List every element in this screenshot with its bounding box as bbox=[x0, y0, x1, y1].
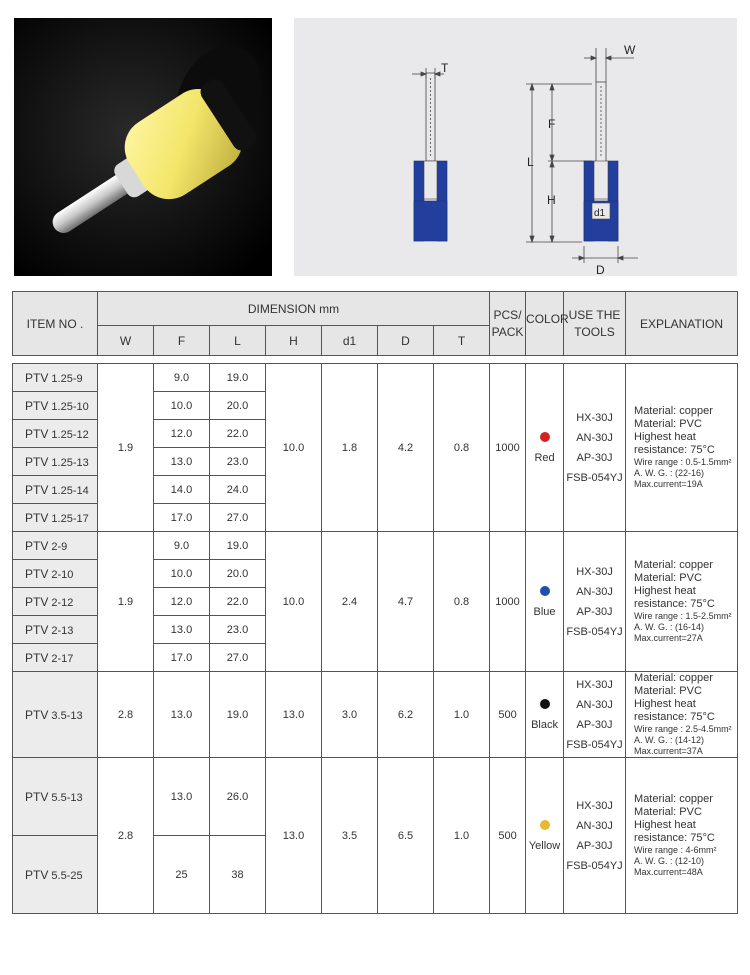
f-cell: 17.0 bbox=[154, 644, 210, 672]
label-w: W bbox=[624, 43, 636, 57]
header-f: F bbox=[154, 326, 210, 356]
d1-cell: 2.4 bbox=[322, 532, 378, 672]
w-cell: 1.9 bbox=[98, 364, 154, 532]
l-cell: 22.0 bbox=[210, 588, 266, 616]
color-dot-icon bbox=[540, 432, 550, 442]
explanation-cell: Material: copper Material: PVC Highest heat resistance: 75°C Wire range : 1.5-2.5mm² A. W. G. : (16-14) Max.current=27A bbox=[626, 532, 738, 672]
f-cell: 13.0 bbox=[154, 448, 210, 476]
tool-name: AP-30J bbox=[576, 839, 613, 852]
pcs-cell: 1000 bbox=[490, 532, 526, 672]
tool-name: FSB-054YJ bbox=[566, 471, 623, 484]
label-d: D bbox=[596, 263, 605, 276]
h-cell: 10.0 bbox=[266, 532, 322, 672]
tool-name: HX-30J bbox=[576, 411, 613, 424]
spec-table bbox=[12, 291, 738, 914]
tool-name: AN-30J bbox=[576, 698, 613, 711]
product-photo bbox=[14, 18, 272, 276]
explanation-cell: Material: copper Material: PVC Highest heat resistance: 75°C Wire range : 4-6mm² A. W. G. : (12-10) Max.current=48A bbox=[626, 758, 738, 914]
header-l: L bbox=[210, 326, 266, 356]
item-no-cell: PTV 2-13 bbox=[13, 616, 98, 644]
t-cell: 0.8 bbox=[434, 532, 490, 672]
header-use-tools: USE THE TOOLS bbox=[564, 292, 626, 356]
explanation-cell: Material: copper Material: PVC Highest heat resistance: 75°C Wire range : 0.5-1.5mm² A. W. G. : (22-16) Max.current=19A bbox=[626, 364, 738, 532]
l-cell: 27.0 bbox=[210, 504, 266, 532]
f-cell: 9.0 bbox=[154, 364, 210, 392]
tool-name: AN-30J bbox=[576, 431, 613, 444]
f-cell: 13.0 bbox=[154, 672, 210, 758]
tool-name: FSB-054YJ bbox=[566, 625, 623, 638]
l-cell: 24.0 bbox=[210, 476, 266, 504]
d-cell: 6.5 bbox=[378, 758, 434, 914]
header-pcs-pack: PCS/ PACK bbox=[490, 292, 526, 356]
l-cell: 19.0 bbox=[210, 364, 266, 392]
l-cell: 19.0 bbox=[210, 672, 266, 758]
w-cell: 2.8 bbox=[98, 672, 154, 758]
f-cell: 12.0 bbox=[154, 420, 210, 448]
item-no-cell: PTV 1.25-12 bbox=[13, 420, 98, 448]
header-item-no: ITEM NO . bbox=[13, 292, 98, 356]
tool-name: HX-30J bbox=[576, 678, 613, 691]
h-cell: 13.0 bbox=[266, 672, 322, 758]
f-cell: 10.0 bbox=[154, 560, 210, 588]
color-dot-icon bbox=[540, 699, 550, 709]
f-cell: 12.0 bbox=[154, 588, 210, 616]
tools-cell bbox=[564, 758, 626, 914]
tool-name: HX-30J bbox=[576, 799, 613, 812]
l-cell: 20.0 bbox=[210, 560, 266, 588]
label-f: F bbox=[548, 117, 556, 131]
d-cell: 4.2 bbox=[378, 364, 434, 532]
tool-name: FSB-054YJ bbox=[566, 859, 623, 872]
label-d1: d1 bbox=[594, 208, 606, 219]
d1-cell: 3.0 bbox=[322, 672, 378, 758]
d-cell: 4.7 bbox=[378, 532, 434, 672]
l-cell: 19.0 bbox=[210, 532, 266, 560]
tool-name: AP-30J bbox=[576, 451, 613, 464]
item-no-cell: PTV 1.25-13 bbox=[13, 448, 98, 476]
f-cell: 13.0 bbox=[154, 616, 210, 644]
header-d: D bbox=[378, 326, 434, 356]
l-cell: 23.0 bbox=[210, 448, 266, 476]
item-no-cell: PTV 3.5-13 bbox=[13, 672, 98, 758]
l-cell: 23.0 bbox=[210, 616, 266, 644]
color-cell: Yellow bbox=[526, 758, 564, 914]
color-cell: Red bbox=[526, 364, 564, 532]
f-cell: 13.0 bbox=[154, 758, 210, 836]
l-cell: 22.0 bbox=[210, 420, 266, 448]
tool-name: HX-30J bbox=[576, 565, 613, 578]
item-no-cell: PTV 2-12 bbox=[13, 588, 98, 616]
header-explanation: EXPLANATION bbox=[626, 292, 738, 356]
tools-cell bbox=[564, 364, 626, 532]
item-no-cell: PTV 1.25-9 bbox=[13, 364, 98, 392]
terminal-drawing-svg bbox=[294, 18, 737, 276]
color-dot-icon bbox=[540, 820, 550, 830]
tools-cell bbox=[564, 672, 626, 758]
tool-name: AP-30J bbox=[576, 605, 613, 618]
header-d1: d1 bbox=[322, 326, 378, 356]
tool-name: AP-30J bbox=[576, 718, 613, 731]
item-no-cell: PTV 2-9 bbox=[13, 532, 98, 560]
color-cell: Blue bbox=[526, 532, 564, 672]
l-cell: 26.0 bbox=[210, 758, 266, 836]
pcs-cell: 500 bbox=[490, 672, 526, 758]
header-color: COLOR bbox=[526, 292, 564, 356]
color-dot-icon bbox=[540, 586, 550, 596]
tool-name: FSB-054YJ bbox=[566, 738, 623, 751]
table-row bbox=[13, 532, 738, 560]
item-no-cell: PTV 1.25-10 bbox=[13, 392, 98, 420]
l-cell: 27.0 bbox=[210, 644, 266, 672]
dimension-drawing bbox=[294, 18, 737, 276]
header-dimension: DIMENSION mm bbox=[98, 292, 490, 326]
d-cell: 6.2 bbox=[378, 672, 434, 758]
tool-name: AN-30J bbox=[576, 819, 613, 832]
label-h: H bbox=[547, 193, 556, 207]
pcs-cell: 1000 bbox=[490, 364, 526, 532]
pin-terminal-photo bbox=[14, 18, 272, 276]
item-no-cell: PTV 5.5-25 bbox=[13, 836, 98, 914]
item-no-cell: PTV 2-10 bbox=[13, 560, 98, 588]
t-cell: 0.8 bbox=[434, 364, 490, 532]
t-cell: 1.0 bbox=[434, 672, 490, 758]
item-no-cell: PTV 5.5-13 bbox=[13, 758, 98, 836]
l-cell: 20.0 bbox=[210, 392, 266, 420]
item-no-cell: PTV 2-17 bbox=[13, 644, 98, 672]
explanation-cell: Material: copper Material: PVC Highest heat resistance: 75°C Wire range : 2.5-4.5mm² A. W. G. : (14-12) Max.current=37A bbox=[626, 672, 738, 758]
item-no-cell: PTV 1.25-14 bbox=[13, 476, 98, 504]
label-t: T bbox=[441, 61, 449, 75]
w-cell: 2.8 bbox=[98, 758, 154, 914]
pcs-cell: 500 bbox=[490, 758, 526, 914]
f-cell: 25 bbox=[154, 836, 210, 914]
label-l: L bbox=[527, 155, 534, 169]
f-cell: 9.0 bbox=[154, 532, 210, 560]
h-cell: 10.0 bbox=[266, 364, 322, 532]
table-row bbox=[13, 758, 738, 836]
d1-cell: 3.5 bbox=[322, 758, 378, 914]
w-cell: 1.9 bbox=[98, 532, 154, 672]
f-cell: 10.0 bbox=[154, 392, 210, 420]
h-cell: 13.0 bbox=[266, 758, 322, 914]
tool-name: AN-30J bbox=[576, 585, 613, 598]
table-row bbox=[13, 364, 738, 392]
t-cell: 1.0 bbox=[434, 758, 490, 914]
table-row bbox=[13, 672, 738, 758]
tools-cell bbox=[564, 532, 626, 672]
header-t: T bbox=[434, 326, 490, 356]
d1-cell: 1.8 bbox=[322, 364, 378, 532]
color-cell: Black bbox=[526, 672, 564, 758]
f-cell: 14.0 bbox=[154, 476, 210, 504]
header-h: H bbox=[266, 326, 322, 356]
header-w: W bbox=[98, 326, 154, 356]
l-cell: 38 bbox=[210, 836, 266, 914]
f-cell: 17.0 bbox=[154, 504, 210, 532]
item-no-cell: PTV 1.25-17 bbox=[13, 504, 98, 532]
